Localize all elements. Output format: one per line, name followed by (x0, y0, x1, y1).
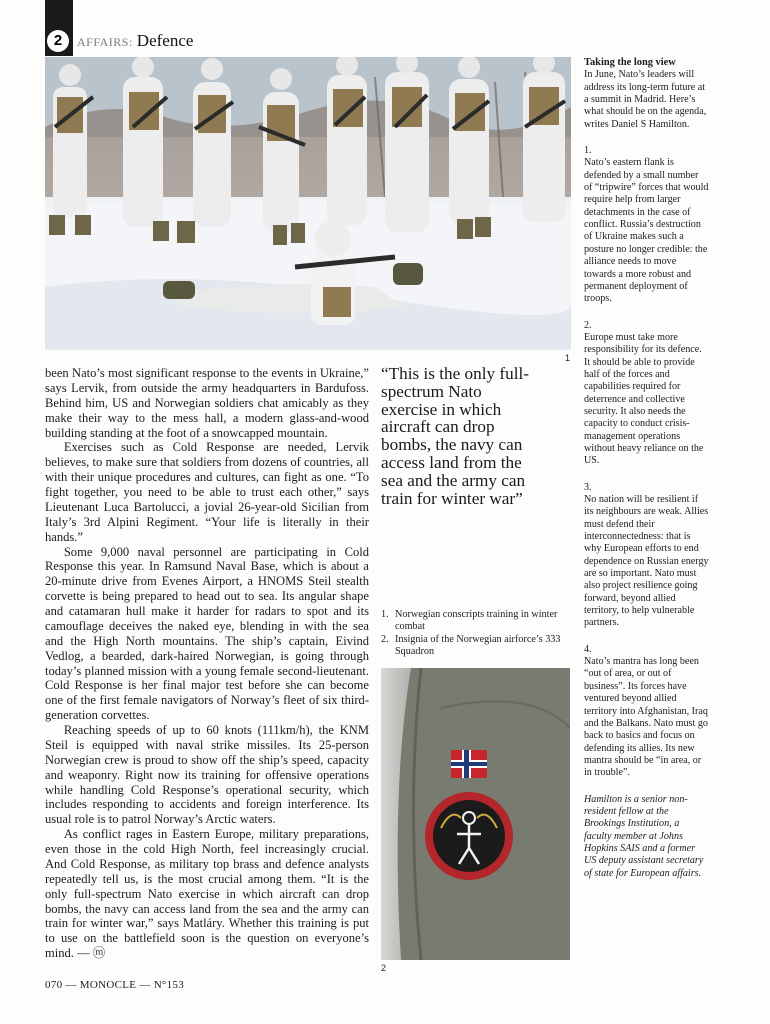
caption-number: 2. (381, 633, 389, 645)
sidebar-point (584, 482, 709, 630)
paragraph: Some 9,000 naval personnel are participating in Cold Response this year. In Ramsund Naval Base, which is about a 20-minute drive from Evenes Airport, a HNOMS Steil stealth corvette is being prepared to head out to sea. Its angular shape and catamaran hull make it harder for radars to spot and its camouflage deceives the naked eye, blending in with the sea and the High North mountains. The ship’s captain, Eivind Vedlog, a bearded, dark-haired Norwegian, is going through today’s planned mission with a young female second-lieutenant. Cold Response is her final major test before she can become one of the first female navigators of Norway’s fleet of six third-generation corvettes. (45, 544, 369, 723)
section-header (77, 31, 193, 51)
pull-quote: “This is the only full-spectrum Nato exercise in which aircraft can drop bombs, the navy can access land from the sea and the army can train for winter war” (381, 364, 529, 508)
paragraph: been Nato’s most significant response to the events in Ukraine,” says Lervik, from outside the army headquarters in Bardufoss. Behind him, US and Norwegian soldiers chat amicably as they make their way to the mess hall, a modern glass-and-wood building standing at the foot of a snowcapped mountain. (45, 366, 369, 440)
point-number: 3. (584, 481, 592, 493)
point-text: Nato’s mantra has long been “out of area, or out of business”. Its forces have ventured beyond allied territory into Afghanistan, Iraq and the Balkans. Nato must go back to basics and focus on defending its allies. Its new mantra should be “in area, or in trouble”. (584, 656, 708, 779)
photo-2-number: 2 (381, 963, 387, 973)
section-topic: Defence (136, 31, 194, 50)
point-text: No nation will be resilient if its neighbours are weak. Allies must defend their interconnectedness: that is why European efforts to end dependence on Russian energy are so important. Nato must also project resilience going forward, beyond allied territory, to help vulnerable partners. (584, 494, 709, 629)
section-label: AFFAIRS: (77, 35, 133, 49)
sidebar-title: Taking the long view (584, 57, 676, 68)
point-text: Europe must take more responsibility for its defence. It should be able to provide half of the forces and capabilities required for deterrence and collective security. It also needs the capacity to conduct crisis-management operations without heavy reliance on the US. (584, 331, 704, 467)
photo-captions (381, 609, 569, 659)
sidebar-point (584, 644, 709, 780)
sidebar-point (584, 145, 709, 305)
photo-conscripts-snow (45, 57, 571, 350)
paragraph: As conflict rages in Eastern Europe, military preparations, even those in the cold High North, feel increasingly crucial. And Cold Response, as military top brass and defence analysts repeatedly tell us, is the most crucial among them. “It is the only full-spectrum Nato exercise in which aircraft can drop bombs, the navy can access land from the sea and the army can train for winter war,” says Matláry. Whether this training is put to use on the battlefield soon is the question on everyone’s mind. — ⓜ (45, 827, 369, 961)
point-number: 2. (584, 319, 592, 331)
caption-text: Insignia of the Norwegian airforce’s 333 Squadron (395, 633, 561, 658)
sidebar-intro: In June, Nato’s leaders will address its long-term future at a summit in Madrid. Here’s what should be on the agenda, writes Daniel S Hamilton. (584, 69, 707, 130)
caption-text: Norwegian conscripts training in winter combat (395, 609, 558, 633)
section-number-badge: 2 (47, 30, 69, 52)
squadron-patch-icon (425, 792, 513, 880)
photo-squadron-insignia (381, 668, 570, 960)
photo-1-number: 1 (565, 353, 571, 363)
point-number: 1. (584, 145, 592, 157)
page-footer: 070 — MONOCLE — N°153 (45, 979, 185, 991)
article-body (45, 366, 369, 961)
caption-number: 1. (381, 609, 389, 620)
norway-flag-icon (451, 750, 487, 778)
point-text: Nato’s eastern flank is defended by a small number of “tripwire” forces that would require help from larger detachments in the case of conflict. Russia’s destruction of Ukraine makes such a posture no longer credible: the alliance needs to move towards a more robust and permanent deployment of troops. (584, 157, 709, 305)
caption-item (381, 634, 569, 659)
paragraph: Reaching speeds of up to 60 knots (111km/h), the KNM Steil is equipped with naval strike missiles. Its 25-person Norwegian crew is proud to show off the ship’s speed, capacity and weaponry. Right now its training for offensive operations while handling Cold Response’s operational security, which includes responding to accidents and foreign interference. Its usual role is to patrol Norway’s Arctic waters. (45, 723, 369, 827)
sidebar-long-view (584, 57, 709, 880)
paragraph: Exercises such as Cold Response are needed, Lervik believes, to make sure that soldiers from dozens of countries, all with their unique procedures and cultures, can fight as one. “To fight together, you need to be able to trust each other,” says Lieutenant Luca Bartolucci, a jovial 26-year-old Sicilian from Italy’s 3rd Alpini Regiment. “Your life is literally in their hands.” (45, 440, 369, 544)
caption-item (381, 609, 569, 634)
author-bio: Hamilton is a senior non-resident fellow at the Brookings Institution, a faculty member at Johns Hopkins SAIS and a former US deputy assistant secretary of state for European affairs. (584, 793, 704, 879)
sidebar-point (584, 320, 709, 468)
point-number: 4. (584, 643, 592, 655)
